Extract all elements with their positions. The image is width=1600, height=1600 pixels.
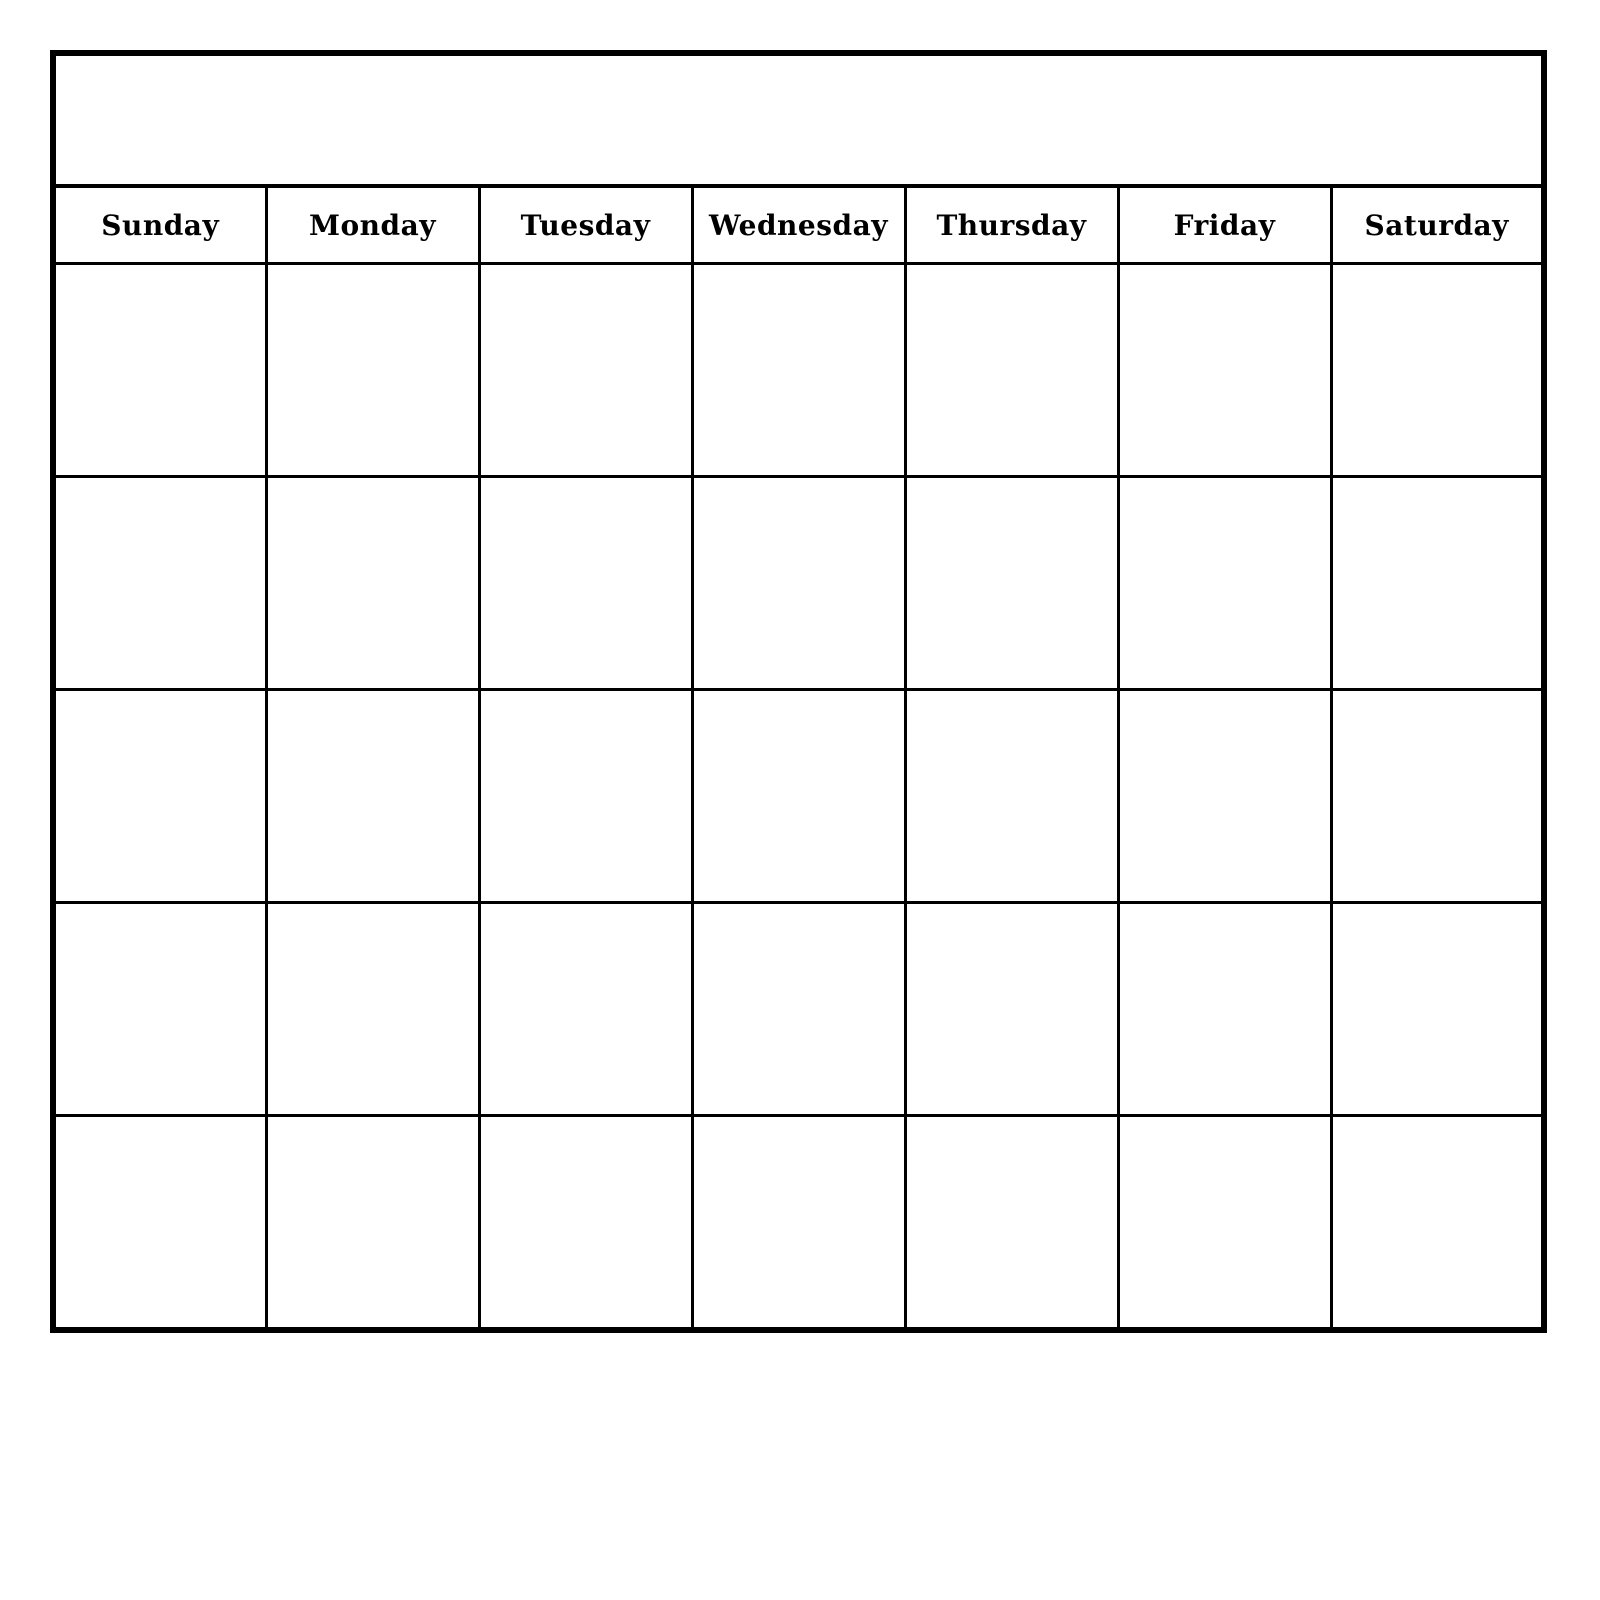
calendar-table: [50, 50, 1547, 1333]
calendar-day-cell: [905, 477, 1118, 690]
week-row: [53, 1116, 1544, 1331]
day-header-saturday: Saturday: [1331, 186, 1544, 264]
calendar-day-cell: [53, 690, 266, 903]
day-header-wednesday: Wednesday: [692, 186, 905, 264]
calendar-title-row: [53, 53, 1544, 186]
week-row: [53, 264, 1544, 477]
calendar-day-cell: [1331, 690, 1544, 903]
calendar-day-cell: [53, 1116, 266, 1331]
calendar-day-cell: [1118, 477, 1331, 690]
calendar-day-cell: [53, 264, 266, 477]
day-header-friday: Friday: [1118, 186, 1331, 264]
calendar-day-cell: [1331, 1116, 1544, 1331]
calendar-day-cell: [692, 690, 905, 903]
calendar-day-cell: [692, 1116, 905, 1331]
calendar-day-cell: [266, 903, 479, 1116]
day-header-monday: Monday: [266, 186, 479, 264]
calendar-day-cell: [692, 264, 905, 477]
calendar-day-cell: [479, 1116, 692, 1331]
calendar-day-cell: [692, 477, 905, 690]
calendar-day-cell: [266, 477, 479, 690]
calendar-day-cell: [53, 903, 266, 1116]
calendar-day-cell: [53, 477, 266, 690]
calendar-day-cell: [266, 1116, 479, 1331]
calendar-day-cell: [479, 477, 692, 690]
calendar-day-cell: [1118, 690, 1331, 903]
week-row: [53, 903, 1544, 1116]
calendar-day-cell: [905, 264, 1118, 477]
calendar-day-cell: [1118, 264, 1331, 477]
day-header-sunday: Sunday: [53, 186, 266, 264]
calendar-day-cell: [266, 690, 479, 903]
day-header-thursday: Thursday: [905, 186, 1118, 264]
calendar-day-cell: [905, 690, 1118, 903]
calendar-day-cell: [905, 1116, 1118, 1331]
day-header-tuesday: Tuesday: [479, 186, 692, 264]
calendar-day-cell: [479, 264, 692, 477]
blank-calendar-template: [50, 50, 1547, 1333]
calendar-day-cell: [1118, 903, 1331, 1116]
weekday-header-row: [53, 186, 1544, 264]
calendar-day-cell: [1118, 1116, 1331, 1331]
calendar-day-cell: [266, 264, 479, 477]
calendar-day-cell: [1331, 264, 1544, 477]
week-row: [53, 690, 1544, 903]
calendar-title-box: [53, 53, 1544, 186]
calendar-day-cell: [692, 903, 905, 1116]
calendar-day-cell: [1331, 903, 1544, 1116]
calendar-day-cell: [479, 903, 692, 1116]
calendar-day-cell: [479, 690, 692, 903]
week-row: [53, 477, 1544, 690]
calendar-day-cell: [905, 903, 1118, 1116]
calendar-day-cell: [1331, 477, 1544, 690]
